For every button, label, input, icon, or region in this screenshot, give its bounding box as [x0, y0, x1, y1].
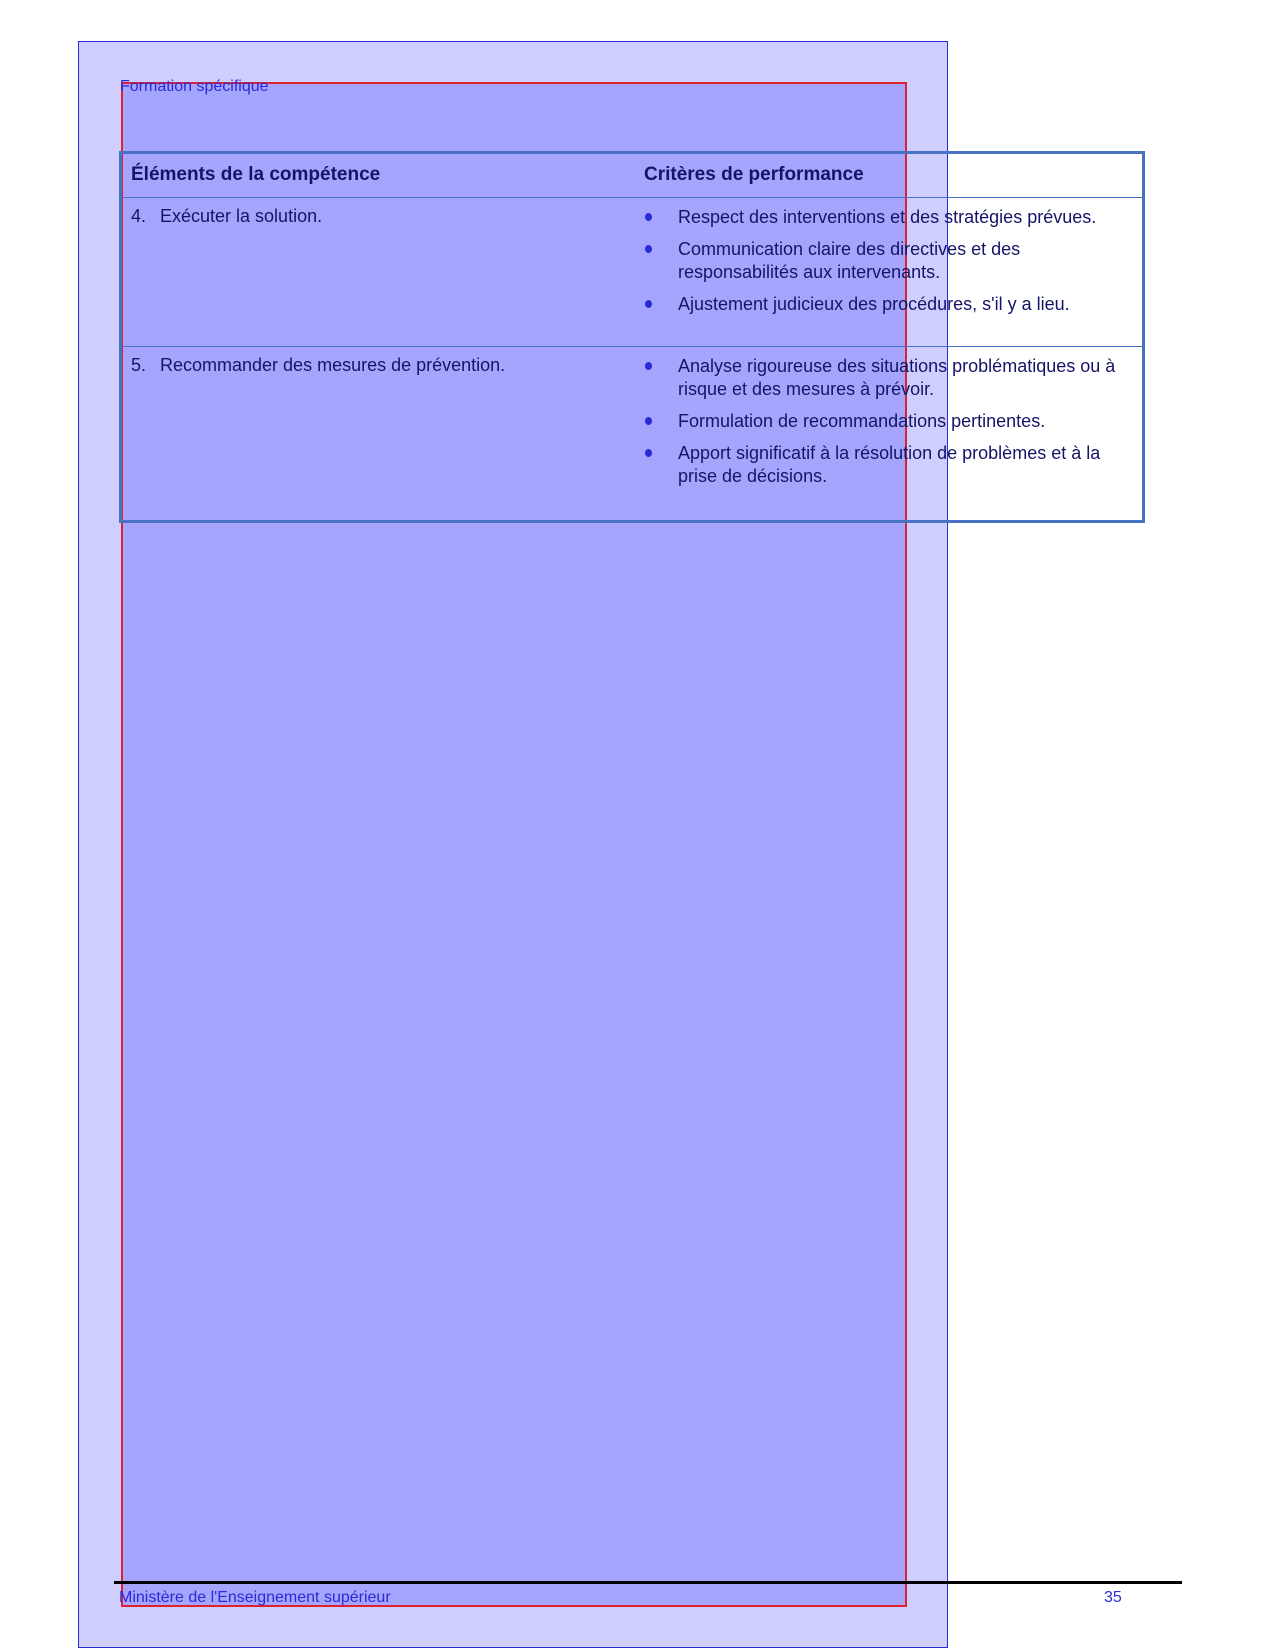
criteria-item: [644, 206, 1139, 229]
competence-table: [119, 151, 1145, 523]
criteria-text: Ajustement judicieux des procédures, s'il y a lieu.: [678, 294, 1070, 314]
element-text: Exécuter la solution.: [160, 206, 323, 226]
bullet-icon: [645, 449, 652, 457]
bullet-icon: [645, 245, 652, 253]
page-number: 35: [1104, 1589, 1122, 1606]
criteria-text: Analyse rigoureuse des situations problématiques ou à risque et des mesures à prévoir.: [678, 356, 1116, 399]
criteria-item: [644, 238, 1139, 284]
header-elements: Éléments de la compétence: [131, 164, 381, 185]
footer-rule: [114, 1581, 1182, 1584]
bullet-icon: [645, 213, 652, 221]
table-header-row: [122, 154, 1142, 197]
criteria-text: Formulation de recommandations pertinentes.: [678, 411, 1046, 431]
element-number: 4.: [131, 206, 147, 226]
bullet-icon: [645, 417, 652, 425]
section-header: Formation spécifique: [120, 78, 269, 95]
criteria-text: Apport significatif à la résolution de problèmes et à la prise de décisions.: [678, 443, 1101, 486]
header-criteria: Critères de performance: [644, 164, 864, 185]
criteria-cell: [644, 355, 1139, 497]
table-row: [122, 346, 1142, 520]
criteria-text: Communication claire des directives et des responsabilités aux intervenants.: [678, 239, 1021, 282]
bullet-icon: [645, 300, 652, 308]
footer-ministry: Ministère de l'Enseignement supérieur: [119, 1589, 391, 1606]
element-cell: [131, 206, 621, 227]
criteria-item: [644, 410, 1139, 433]
criteria-item: [644, 355, 1139, 401]
criteria-cell: [644, 206, 1139, 325]
table-row: [122, 197, 1142, 346]
bullet-icon: [645, 362, 652, 370]
criteria-text: Respect des interventions et des stratégies prévues.: [678, 207, 1097, 227]
criteria-item: [644, 442, 1139, 488]
criteria-list: [644, 355, 1139, 488]
criteria-list: [644, 206, 1139, 316]
element-number: 5.: [131, 355, 147, 375]
element-text: Recommander des mesures de prévention.: [160, 355, 506, 375]
criteria-item: [644, 293, 1139, 316]
element-cell: [131, 355, 621, 376]
